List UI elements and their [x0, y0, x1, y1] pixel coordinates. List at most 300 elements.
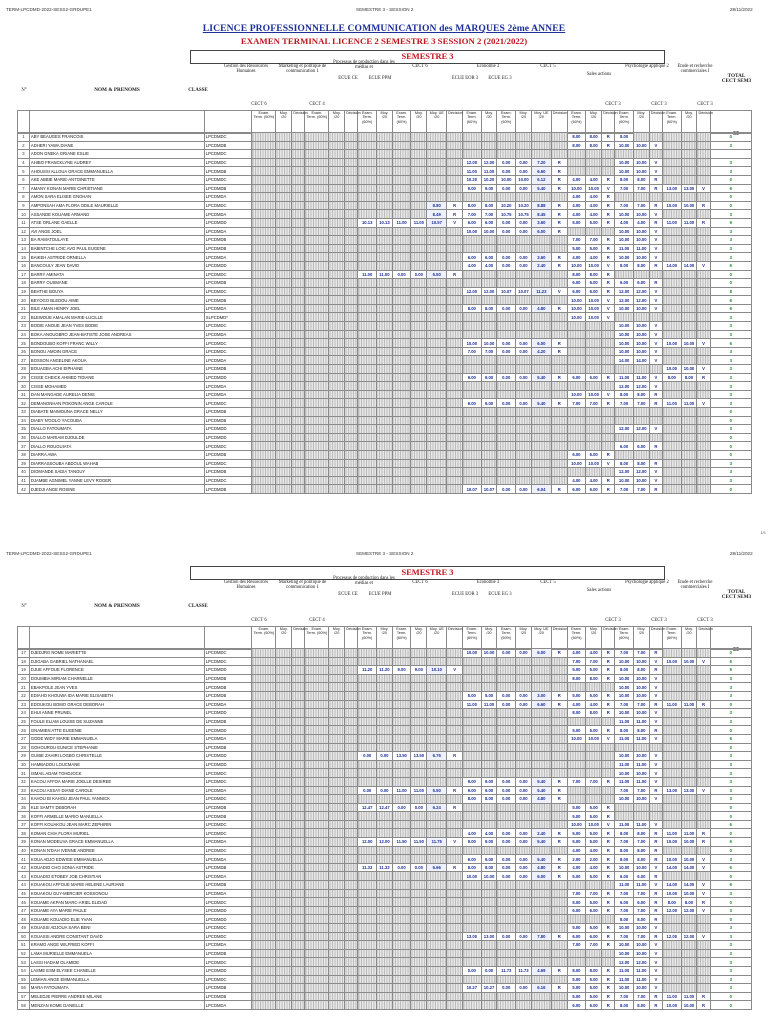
student-class: LPCDMDC	[204, 322, 252, 331]
empty-cell	[602, 322, 615, 331]
empty-cell	[345, 201, 358, 210]
sales-value: 5.00	[586, 666, 602, 675]
empty-cell	[516, 150, 532, 159]
psy-value: V	[649, 683, 662, 692]
row-number: 22	[18, 691, 30, 700]
empty-cell	[447, 287, 463, 296]
empty-cell	[358, 855, 377, 864]
student-name: DEMANONHAN POKONIN ANGE CAROLE	[29, 399, 204, 408]
etu-value: 11.00	[663, 218, 682, 227]
empty-cell	[427, 450, 447, 459]
row-number: 4	[18, 158, 30, 167]
eco-value: 0.00	[497, 347, 516, 356]
eco-value: R	[551, 966, 567, 975]
eco-value: 0.00	[516, 184, 532, 193]
empty-cell	[305, 442, 329, 451]
eco-value: 6.00	[463, 253, 482, 262]
empty-cell	[681, 691, 697, 700]
empty-cell	[292, 184, 305, 193]
student-name: DIALLO MARIAM DJOULDE	[29, 433, 204, 442]
empty-cell	[697, 924, 710, 933]
empty-cell	[305, 313, 329, 322]
empty-cell	[411, 906, 427, 915]
eco-value: 12.00	[463, 287, 482, 296]
empty-cell	[392, 734, 411, 743]
student-class: LPCDMDC	[204, 795, 252, 804]
ue-economie: Economie 3	[476, 64, 500, 69]
row-number: 57	[18, 992, 30, 1001]
empty-cell	[252, 881, 276, 890]
empty-cell	[497, 193, 516, 202]
empty-cell	[427, 855, 447, 864]
psy-value: 11.00	[633, 820, 649, 829]
empty-cell	[276, 347, 292, 356]
empty-cell	[463, 709, 482, 718]
empty-cell	[392, 365, 411, 374]
empty-cell	[411, 210, 427, 219]
psy-value: 14.00	[633, 356, 649, 365]
empty-cell	[551, 726, 567, 735]
eco-value: 6.60	[531, 700, 551, 709]
eco-value: 0.00	[497, 795, 516, 804]
empty-cell	[292, 373, 305, 382]
eco-value: 8.00	[481, 201, 497, 210]
total-cect: 6	[710, 304, 751, 313]
empty-cell	[376, 133, 392, 142]
empty-cell	[305, 347, 329, 356]
empty-cell	[663, 330, 682, 339]
empty-cell	[531, 717, 551, 726]
cect-etudes: CECT 3	[697, 618, 713, 623]
empty-cell	[252, 304, 276, 313]
empty-cell	[376, 416, 392, 425]
empty-cell	[463, 906, 482, 915]
empty-cell	[345, 717, 358, 726]
empty-cell	[697, 872, 710, 881]
empty-cell	[447, 158, 463, 167]
student-class: LPCDMDB	[204, 468, 252, 477]
sales-value: R	[602, 855, 615, 864]
empty-cell	[411, 227, 427, 236]
empty-cell	[463, 133, 482, 142]
psy-value: 8.00	[633, 915, 649, 924]
empty-cell	[697, 270, 710, 279]
psy-value: 12.00	[615, 382, 634, 391]
table-row	[18, 313, 752, 322]
empty-cell	[551, 296, 567, 305]
empty-cell	[447, 881, 463, 890]
row-number: 21	[18, 683, 30, 692]
empty-cell	[663, 958, 682, 967]
row-number: 18	[18, 279, 30, 288]
table-row	[18, 390, 752, 399]
subheader-exam: Exam. Term. (60%)	[392, 627, 411, 650]
empty-cell	[252, 150, 276, 159]
empty-cell	[447, 1001, 463, 1010]
empty-cell	[252, 889, 276, 898]
empty-cell	[329, 347, 345, 356]
empty-cell	[345, 881, 358, 890]
empty-cell	[252, 752, 276, 761]
psy-value: V	[649, 941, 662, 950]
sales-value: R	[602, 649, 615, 658]
empty-cell	[305, 296, 329, 305]
psy-value: 11.00	[633, 760, 649, 769]
psy-value: 10.00	[633, 709, 649, 718]
empty-cell	[329, 855, 345, 864]
empty-cell	[663, 683, 682, 692]
eco-value: 11.23	[531, 287, 551, 296]
psy-value: R	[649, 906, 662, 915]
etu-value: R	[697, 829, 710, 838]
empty-cell	[292, 700, 305, 709]
empty-cell	[376, 287, 392, 296]
empty-cell	[276, 709, 292, 718]
row-number: 12	[18, 227, 30, 236]
empty-cell	[697, 150, 710, 159]
empty-cell	[292, 683, 305, 692]
eco-value: 10.00	[481, 872, 497, 881]
empty-cell	[358, 717, 377, 726]
psy-value: 10.00	[615, 236, 634, 245]
empty-cell	[305, 201, 329, 210]
row-number: 1	[18, 133, 30, 142]
empty-cell	[551, 683, 567, 692]
empty-cell	[376, 158, 392, 167]
empty-cell	[292, 924, 305, 933]
sales-value: R	[602, 674, 615, 683]
empty-cell	[276, 786, 292, 795]
empty-cell	[663, 476, 682, 485]
empty-cell	[376, 683, 392, 692]
empty-cell	[305, 433, 329, 442]
empty-cell	[345, 855, 358, 864]
empty-cell	[292, 769, 305, 778]
empty-cell	[252, 218, 276, 227]
empty-cell	[276, 717, 292, 726]
empty-cell	[358, 691, 377, 700]
empty-cell	[551, 450, 567, 459]
empty-cell	[411, 253, 427, 262]
etu-value: 14.00	[663, 863, 682, 872]
empty-cell	[252, 141, 276, 150]
empty-cell	[615, 365, 634, 374]
sales-value: R	[602, 812, 615, 821]
sales-value: 10.00	[567, 734, 586, 743]
row-number: 25	[18, 717, 30, 726]
empty-cell	[649, 416, 662, 425]
student-name: KOMAN CHIA FLORA MURIEL	[29, 829, 204, 838]
empty-cell	[427, 365, 447, 374]
empty-cell	[427, 236, 447, 245]
empty-cell	[252, 382, 276, 391]
empty-cell	[305, 803, 329, 812]
eco-value: 0.00	[516, 700, 532, 709]
table-row	[18, 141, 752, 150]
empty-cell	[329, 829, 345, 838]
student-name: DIALLO FATOUMATA	[29, 425, 204, 434]
empty-cell	[358, 365, 377, 374]
empty-cell	[481, 752, 497, 761]
eco-value: 5.40	[531, 399, 551, 408]
empty-cell	[447, 193, 463, 202]
empty-cell	[551, 459, 567, 468]
empty-cell	[358, 476, 377, 485]
psy-value: 4.00	[633, 218, 649, 227]
empty-cell	[305, 924, 329, 933]
empty-cell	[411, 674, 427, 683]
total-cect: 3	[710, 984, 751, 993]
psy-value: 12.00	[615, 468, 634, 477]
student-name: BOUAGBA ACHI EIPHAINE	[29, 365, 204, 374]
prod-value: 11.50	[392, 838, 411, 847]
empty-cell	[411, 872, 427, 881]
empty-cell	[516, 752, 532, 761]
empty-cell	[447, 898, 463, 907]
empty-cell	[345, 468, 358, 477]
empty-cell	[586, 760, 602, 769]
empty-cell	[481, 416, 497, 425]
empty-cell	[305, 717, 329, 726]
subheader-exam: Exam. Term. (60%)	[252, 111, 276, 134]
empty-cell	[305, 941, 329, 950]
psy-value: 8.00	[615, 726, 634, 735]
empty-cell	[697, 408, 710, 417]
empty-cell	[392, 1001, 411, 1010]
subheader-decision: Décision	[551, 627, 567, 650]
empty-cell	[276, 829, 292, 838]
empty-cell	[551, 390, 567, 399]
empty-cell	[276, 700, 292, 709]
psy-value: 10.00	[615, 795, 634, 804]
empty-cell	[329, 244, 345, 253]
empty-cell	[531, 898, 551, 907]
empty-cell	[551, 330, 567, 339]
prod-value: V	[447, 838, 463, 847]
empty-cell	[681, 150, 697, 159]
empty-cell	[427, 924, 447, 933]
empty-cell	[292, 820, 305, 829]
empty-cell	[567, 408, 586, 417]
total-cect: 3	[710, 236, 751, 245]
eco-value: 9.00	[481, 777, 497, 786]
empty-cell	[663, 227, 682, 236]
sales-value: 7.00	[586, 941, 602, 950]
empty-cell	[497, 425, 516, 434]
empty-cell	[376, 433, 392, 442]
empty-cell	[447, 382, 463, 391]
psy-value: 8.00	[633, 846, 649, 855]
eco-value: 5.00	[481, 691, 497, 700]
psy-value: 10.00	[615, 863, 634, 872]
empty-cell	[305, 863, 329, 872]
empty-cell	[516, 992, 532, 1001]
empty-cell	[551, 889, 567, 898]
empty-cell	[427, 941, 447, 950]
sales-value: 4.00	[567, 863, 586, 872]
psy-value: 7.00	[633, 786, 649, 795]
eco-value: 11.73	[497, 966, 516, 975]
empty-cell	[358, 700, 377, 709]
empty-cell	[345, 898, 358, 907]
empty-cell	[551, 846, 567, 855]
table-row	[18, 339, 752, 348]
sales-value: 10.00	[567, 459, 586, 468]
table-row	[18, 691, 752, 700]
empty-cell	[411, 442, 427, 451]
student-class: LPCDMDB	[204, 812, 252, 821]
table-row	[18, 468, 752, 477]
empty-cell	[276, 752, 292, 761]
empty-cell	[345, 193, 358, 202]
empty-cell	[252, 175, 276, 184]
empty-cell	[697, 425, 710, 434]
empty-cell	[427, 296, 447, 305]
psy-value: 10.00	[615, 949, 634, 958]
empty-cell	[276, 330, 292, 339]
empty-cell	[252, 958, 276, 967]
psy-value: 7.00	[633, 485, 649, 494]
eco-value: 11.00	[481, 700, 497, 709]
eco-value: 0.00	[516, 304, 532, 313]
eco-value: R	[551, 210, 567, 219]
psy-value: 14.00	[615, 356, 634, 365]
empty-cell	[681, 769, 697, 778]
empty-cell	[663, 820, 682, 829]
empty-cell	[447, 322, 463, 331]
student-class: LPCDMDA	[204, 227, 252, 236]
empty-cell	[481, 279, 497, 288]
sales-value: 10.00	[586, 304, 602, 313]
empty-cell	[345, 150, 358, 159]
empty-cell	[697, 175, 710, 184]
table-row	[18, 433, 752, 442]
empty-cell	[358, 459, 377, 468]
empty-cell	[345, 820, 358, 829]
empty-cell	[463, 236, 482, 245]
sales-value: 5.00	[567, 975, 586, 984]
empty-cell	[681, 450, 697, 459]
psy-value: 7.00	[633, 649, 649, 658]
empty-cell	[497, 322, 516, 331]
empty-cell	[305, 760, 329, 769]
eco-value: 10.20	[516, 201, 532, 210]
empty-cell	[292, 356, 305, 365]
empty-cell	[551, 270, 567, 279]
empty-cell	[292, 898, 305, 907]
student-class: SLPCDMD*	[204, 313, 252, 322]
empty-cell	[681, 752, 697, 761]
empty-cell	[345, 838, 358, 847]
empty-cell	[531, 846, 551, 855]
empty-cell	[376, 382, 392, 391]
empty-cell	[292, 399, 305, 408]
empty-cell	[358, 820, 377, 829]
empty-cell	[329, 683, 345, 692]
empty-cell	[276, 227, 292, 236]
eco-value: R	[551, 984, 567, 993]
prod-value: 13.50	[411, 752, 427, 761]
empty-cell	[447, 373, 463, 382]
empty-cell	[305, 218, 329, 227]
empty-cell	[376, 649, 392, 658]
empty-cell	[649, 450, 662, 459]
prod-value: 0.00	[376, 786, 392, 795]
student-class: LPCDMDB	[204, 485, 252, 494]
student-name: KOFFI ARMELLE MARIO MANUELLA	[29, 812, 204, 821]
empty-cell	[681, 666, 697, 675]
psy-value: 11.00	[615, 760, 634, 769]
row-number: 5	[18, 167, 30, 176]
sales-value: 4.00	[567, 649, 586, 658]
total-cect: 0	[710, 201, 751, 210]
eco-value: 9.00	[463, 777, 482, 786]
table-row	[18, 666, 752, 675]
empty-cell	[697, 279, 710, 288]
empty-cell	[292, 158, 305, 167]
psy-value: 8.00	[633, 1001, 649, 1010]
total-cect: 3	[710, 932, 751, 941]
empty-cell	[329, 803, 345, 812]
sales-value: V	[602, 313, 615, 322]
prod-value: 12.47	[358, 803, 377, 812]
eco-value: 0.00	[497, 872, 516, 881]
psy-value: 10.00	[615, 141, 634, 150]
empty-cell	[276, 812, 292, 821]
empty-cell	[411, 365, 427, 374]
subheader-moy: Moy. /20	[411, 627, 427, 650]
empty-cell	[276, 958, 292, 967]
empty-cell	[392, 425, 411, 434]
empty-cell	[411, 966, 427, 975]
eco-value: 0.00	[516, 339, 532, 348]
empty-cell	[481, 674, 497, 683]
psy-value: 7.00	[615, 485, 634, 494]
cect-sales: CECT 3	[605, 618, 621, 623]
sales-value: R	[602, 476, 615, 485]
empty-cell	[463, 408, 482, 417]
etu-value: 12.00	[663, 906, 682, 915]
etu-value: 8.00	[681, 373, 697, 382]
ue-psychologie: Psychologie appliqué 2	[625, 580, 669, 585]
empty-cell	[252, 803, 276, 812]
empty-cell	[411, 468, 427, 477]
student-name: KACOU AFFOA MARIE JOELLE DESIREE	[29, 777, 204, 786]
subheader-moy: Moy. /20	[276, 627, 292, 650]
sales-value: 10.00	[586, 296, 602, 305]
empty-cell	[681, 649, 697, 658]
psy-value: V	[649, 958, 662, 967]
eco-value: 4.80	[531, 304, 551, 313]
empty-cell	[292, 313, 305, 322]
empty-cell	[567, 717, 586, 726]
empty-cell	[427, 253, 447, 262]
empty-cell	[392, 150, 411, 159]
total-cect: 3	[710, 855, 751, 864]
empty-cell	[358, 709, 377, 718]
ecue-ppm: ECUE PPM	[368, 592, 392, 597]
empty-cell	[329, 691, 345, 700]
eco-value: 9.00	[463, 786, 482, 795]
eco-value: 0.00	[516, 261, 532, 270]
row-number: 24	[18, 330, 30, 339]
empty-cell	[497, 881, 516, 890]
empty-cell	[681, 726, 697, 735]
prod-value: 12.00	[358, 838, 377, 847]
eco-value: 4.00	[481, 829, 497, 838]
total-cect: 3	[710, 167, 751, 176]
empty-cell	[681, 984, 697, 993]
